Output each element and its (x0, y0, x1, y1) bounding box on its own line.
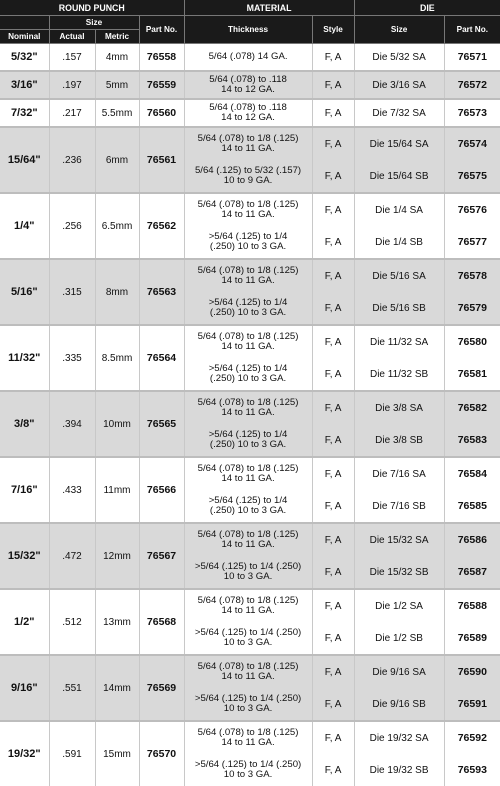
die-size-cell: Die 5/16 SB (354, 292, 444, 325)
die-size-cell: Die 3/16 SA (354, 71, 444, 99)
die-part-no-cell: 76577 (444, 226, 500, 259)
metric-size-cell: 8mm (95, 259, 139, 325)
header-die-size: Size (354, 16, 444, 44)
table-body (0, 44, 500, 786)
header-size: Size (49, 16, 139, 30)
die-size-cell: Die 7/16 SB (354, 490, 444, 523)
style-cell: F, A (312, 259, 354, 292)
table-header (0, 0, 500, 44)
metric-size-cell: 6.5mm (95, 193, 139, 259)
metric-size-cell: 13mm (95, 589, 139, 655)
style-cell: F, A (312, 99, 354, 127)
thickness-cell: >5/64 (.125) to 1/4 (.250) 10 to 3 GA. (184, 688, 312, 721)
style-cell: F, A (312, 292, 354, 325)
actual-size-cell: .217 (49, 99, 95, 127)
die-part-no-cell: 76573 (444, 99, 500, 127)
header-die: DIE (354, 0, 500, 16)
actual-size-cell: .433 (49, 457, 95, 523)
thickness-cell: >5/64 (.125) to 1/4 (.250) 10 to 3 GA. (184, 556, 312, 589)
header-blank (0, 16, 49, 30)
actual-size-cell: .315 (49, 259, 95, 325)
actual-size-cell: .236 (49, 127, 95, 193)
die-part-no-cell: 76593 (444, 754, 500, 786)
die-size-cell: Die 9/16 SA (354, 655, 444, 688)
table-row (0, 127, 500, 160)
metric-size-cell: 5mm (95, 71, 139, 99)
header-punch-part-no: Part No. (139, 16, 184, 44)
die-size-cell: Die 1/2 SB (354, 622, 444, 655)
header-thickness: Thickness (184, 16, 312, 44)
thickness-cell: 5/64 (.078) to 1/8 (.125) 14 to 11 GA. (184, 193, 312, 226)
header-die-part-no: Part No. (444, 16, 500, 44)
thickness-cell: >5/64 (.125) to 1/4 (.250) 10 to 3 GA. (184, 358, 312, 391)
punch-part-no-cell: 76561 (139, 127, 184, 193)
die-size-cell: Die 19/32 SB (354, 754, 444, 786)
die-size-cell: Die 11/32 SB (354, 358, 444, 391)
header-nominal: Nominal (0, 30, 49, 44)
thickness-cell: >5/64 (.125) to 1/4 (.250) 10 to 3 GA. (184, 622, 312, 655)
metric-size-cell: 15mm (95, 721, 139, 786)
table-row (0, 259, 500, 292)
die-part-no-cell: 76586 (444, 523, 500, 556)
style-cell: F, A (312, 424, 354, 457)
header-material: MATERIAL (184, 0, 354, 16)
actual-size-cell: .256 (49, 193, 95, 259)
die-part-no-cell: 76571 (444, 44, 500, 72)
die-part-no-cell: 76583 (444, 424, 500, 457)
punch-part-no-cell: 76564 (139, 325, 184, 391)
die-size-cell: Die 3/8 SB (354, 424, 444, 457)
style-cell: F, A (312, 556, 354, 589)
table-row (0, 721, 500, 754)
thickness-cell: 5/64 (.078) to 1/8 (.125) 14 to 11 GA. (184, 457, 312, 490)
table-row (0, 325, 500, 358)
thickness-cell: 5/64 (.078) to 1/8 (.125) 14 to 11 GA. (184, 325, 312, 358)
table-row (0, 655, 500, 688)
header-metric: Metric (95, 30, 139, 44)
nominal-size-cell: 7/16" (0, 457, 49, 523)
die-size-cell: Die 7/16 SA (354, 457, 444, 490)
die-size-cell: Die 7/32 SA (354, 99, 444, 127)
die-part-no-cell: 76589 (444, 622, 500, 655)
style-cell: F, A (312, 226, 354, 259)
die-part-no-cell: 76587 (444, 556, 500, 589)
style-cell: F, A (312, 457, 354, 490)
style-cell: F, A (312, 490, 354, 523)
nominal-size-cell: 5/32" (0, 44, 49, 72)
punch-part-no-cell: 76570 (139, 721, 184, 786)
die-size-cell: Die 3/8 SA (354, 391, 444, 424)
die-part-no-cell: 76590 (444, 655, 500, 688)
metric-size-cell: 14mm (95, 655, 139, 721)
table-row (0, 71, 500, 99)
thickness-cell: >5/64 (.125) to 1/4 (.250) 10 to 3 GA. (184, 490, 312, 523)
thickness-cell: >5/64 (.125) to 1/4 (.250) 10 to 3 GA. (184, 424, 312, 457)
die-size-cell: Die 19/32 SA (354, 721, 444, 754)
thickness-cell: 5/64 (.078) to 1/8 (.125) 14 to 11 GA. (184, 259, 312, 292)
die-size-cell: Die 15/32 SA (354, 523, 444, 556)
style-cell: F, A (312, 160, 354, 193)
die-part-no-cell: 76575 (444, 160, 500, 193)
die-part-no-cell: 76574 (444, 127, 500, 160)
metric-size-cell: 4mm (95, 44, 139, 72)
metric-size-cell: 11mm (95, 457, 139, 523)
punch-part-no-cell: 76566 (139, 457, 184, 523)
punch-part-no-cell: 76569 (139, 655, 184, 721)
die-size-cell: Die 11/32 SA (354, 325, 444, 358)
actual-size-cell: .197 (49, 71, 95, 99)
actual-size-cell: .512 (49, 589, 95, 655)
punch-part-no-cell: 76568 (139, 589, 184, 655)
die-size-cell: Die 1/4 SA (354, 193, 444, 226)
thickness-cell: 5/64 (.078) to 1/8 (.125) 14 to 11 GA. (184, 655, 312, 688)
thickness-cell: >5/64 (.125) to 1/4 (.250) 10 to 3 GA. (184, 754, 312, 786)
table-row (0, 589, 500, 622)
die-size-cell: Die 1/4 SB (354, 226, 444, 259)
header-actual: Actual (49, 30, 95, 44)
punch-part-no-cell: 76558 (139, 44, 184, 72)
style-cell: F, A (312, 71, 354, 99)
die-size-cell: Die 15/64 SA (354, 127, 444, 160)
die-size-cell: Die 15/64 SB (354, 160, 444, 193)
punch-part-no-cell: 76559 (139, 71, 184, 99)
die-size-cell: Die 9/16 SB (354, 688, 444, 721)
table-row (0, 193, 500, 226)
style-cell: F, A (312, 391, 354, 424)
style-cell: F, A (312, 721, 354, 754)
thickness-cell: 5/64 (.078) to .118 14 to 12 GA. (184, 99, 312, 127)
die-size-cell: Die 5/16 SA (354, 259, 444, 292)
thickness-cell: 5/64 (.078) to 1/8 (.125) 14 to 11 GA. (184, 721, 312, 754)
die-part-no-cell: 76580 (444, 325, 500, 358)
die-part-no-cell: 76588 (444, 589, 500, 622)
thickness-cell: 5/64 (.125) to 5/32 (.157) 10 to 9 GA. (184, 160, 312, 193)
style-cell: F, A (312, 193, 354, 226)
style-cell: F, A (312, 523, 354, 556)
metric-size-cell: 5.5mm (95, 99, 139, 127)
die-part-no-cell: 76585 (444, 490, 500, 523)
header-style: Style (312, 16, 354, 44)
nominal-size-cell: 15/32" (0, 523, 49, 589)
die-part-no-cell: 76591 (444, 688, 500, 721)
thickness-cell: 5/64 (.078) to 1/8 (.125) 14 to 11 GA. (184, 391, 312, 424)
punch-part-no-cell: 76565 (139, 391, 184, 457)
nominal-size-cell: 15/64" (0, 127, 49, 193)
die-size-cell: Die 5/32 SA (354, 44, 444, 72)
style-cell: F, A (312, 44, 354, 72)
thickness-cell: >5/64 (.125) to 1/4 (.250) 10 to 3 GA. (184, 226, 312, 259)
actual-size-cell: .394 (49, 391, 95, 457)
style-cell: F, A (312, 358, 354, 391)
style-cell: F, A (312, 325, 354, 358)
thickness-cell: 5/64 (.078) to 1/8 (.125) 14 to 11 GA. (184, 127, 312, 160)
die-part-no-cell: 76576 (444, 193, 500, 226)
table-row (0, 44, 500, 72)
metric-size-cell: 10mm (95, 391, 139, 457)
nominal-size-cell: 3/8" (0, 391, 49, 457)
punch-part-no-cell: 76560 (139, 99, 184, 127)
thickness-cell: 5/64 (.078) to 1/8 (.125) 14 to 11 GA. (184, 589, 312, 622)
punch-part-no-cell: 76567 (139, 523, 184, 589)
metric-size-cell: 6mm (95, 127, 139, 193)
die-part-no-cell: 76584 (444, 457, 500, 490)
style-cell: F, A (312, 754, 354, 786)
punch-part-no-cell: 76562 (139, 193, 184, 259)
metric-size-cell: 8.5mm (95, 325, 139, 391)
die-part-no-cell: 76592 (444, 721, 500, 754)
nominal-size-cell: 11/32" (0, 325, 49, 391)
nominal-size-cell: 19/32" (0, 721, 49, 786)
nominal-size-cell: 9/16" (0, 655, 49, 721)
nominal-size-cell: 3/16" (0, 71, 49, 99)
die-size-cell: Die 15/32 SB (354, 556, 444, 589)
die-part-no-cell: 76581 (444, 358, 500, 391)
punch-part-no-cell: 76563 (139, 259, 184, 325)
actual-size-cell: .591 (49, 721, 95, 786)
nominal-size-cell: 5/16" (0, 259, 49, 325)
table-row (0, 99, 500, 127)
nominal-size-cell: 7/32" (0, 99, 49, 127)
metric-size-cell: 12mm (95, 523, 139, 589)
style-cell: F, A (312, 622, 354, 655)
thickness-cell: 5/64 (.078) 14 GA. (184, 44, 312, 72)
table-row (0, 391, 500, 424)
actual-size-cell: .472 (49, 523, 95, 589)
actual-size-cell: .551 (49, 655, 95, 721)
table-row (0, 523, 500, 556)
style-cell: F, A (312, 589, 354, 622)
die-size-cell: Die 1/2 SA (354, 589, 444, 622)
nominal-size-cell: 1/4" (0, 193, 49, 259)
thickness-cell: 5/64 (.078) to 1/8 (.125) 14 to 11 GA. (184, 523, 312, 556)
nominal-size-cell: 1/2" (0, 589, 49, 655)
die-part-no-cell: 76579 (444, 292, 500, 325)
header-round-punch: ROUND PUNCH (0, 0, 184, 16)
thickness-cell: 5/64 (.078) to .118 14 to 12 GA. (184, 71, 312, 99)
thickness-cell: >5/64 (.125) to 1/4 (.250) 10 to 3 GA. (184, 292, 312, 325)
die-part-no-cell: 76578 (444, 259, 500, 292)
actual-size-cell: .335 (49, 325, 95, 391)
style-cell: F, A (312, 127, 354, 160)
style-cell: F, A (312, 655, 354, 688)
die-part-no-cell: 76582 (444, 391, 500, 424)
die-part-no-cell: 76572 (444, 71, 500, 99)
actual-size-cell: .157 (49, 44, 95, 72)
style-cell: F, A (312, 688, 354, 721)
table-row (0, 457, 500, 490)
